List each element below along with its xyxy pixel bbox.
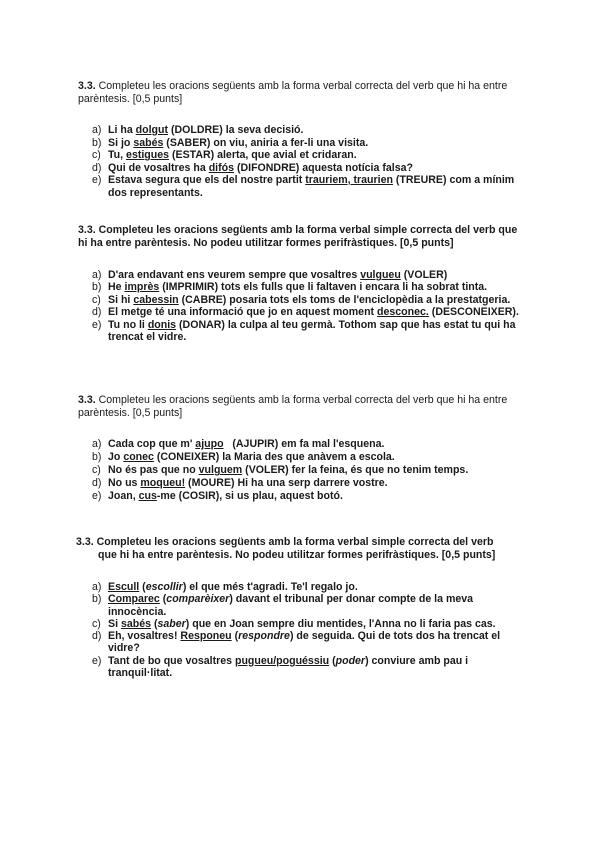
item-text: (DIFONDRE) aquesta notícia falsa? xyxy=(234,161,413,174)
exercise-section-3 xyxy=(78,394,523,503)
list-item xyxy=(90,281,523,293)
item-text: davant el tribunal per donar compte de la meva innocència. xyxy=(108,593,474,618)
exercise-section-2 xyxy=(78,224,523,343)
list-item: c) Si sabés (saber) que en Joan sempre diu mentides, l'Anna no li faria pas cas. xyxy=(92,617,496,630)
instruction-text: Completeu les oracions següents amb la forma verbal simple correcta del verb que hi ha entre parèntesis. No podeu utilitzar formes perifràstiques. [0,5 punts] xyxy=(78,224,518,249)
item-text: El metge té una informació que jo en aquest moment xyxy=(108,306,378,319)
item-text: (VOLER) fer la feina, és que no tenim temps. xyxy=(242,464,469,476)
item-text: (ESTAR) alerta, que avial et cridaran. xyxy=(169,149,357,161)
list-item: e) Tant de bo que vosaltres puguеu/poguéssiu (poder) conviure amb pau i tranquil·litat. xyxy=(92,654,469,680)
item-marker: a) xyxy=(92,269,102,281)
instruction-text: Completeu les oracions següents amb la forma verbal correcta del verb que hi ha entre parèntesis. [0,5 punts] xyxy=(78,80,508,105)
list-item xyxy=(90,269,523,281)
item-text: (IMPRIMIR) tots els fulls que li faltaven i encara li ha sobrat tinta. xyxy=(159,281,488,294)
exercise-number: 3.3. xyxy=(78,394,96,406)
item-text: (DOLDRE) la seva decisió. xyxy=(168,124,304,136)
item-text: (TREURE) com a mínim dos representants. xyxy=(108,174,515,199)
item-text: Si jo xyxy=(108,136,134,149)
list-item xyxy=(90,162,523,175)
answer: Responeu xyxy=(180,630,232,643)
list-item xyxy=(90,464,523,477)
answer: dolgut xyxy=(135,124,169,136)
item-marker: c) xyxy=(92,293,101,306)
item-text: Tant de bo que vosaltres xyxy=(108,654,235,667)
list-item xyxy=(90,438,523,451)
answer: vulgueu xyxy=(360,269,401,281)
verb-infinitive: escollir xyxy=(145,581,183,593)
answer: sabés xyxy=(120,617,151,630)
item-marker: b) xyxy=(92,136,102,149)
exercise-instruction xyxy=(78,394,523,420)
verb-infinitive: respondre xyxy=(238,630,290,643)
answer: imprès xyxy=(124,281,160,294)
list-item xyxy=(90,124,523,137)
exercise-number: 3.3. xyxy=(78,80,96,92)
item-text: Eh, vosaltres! xyxy=(108,630,181,643)
verb-infinitive: comparèixer xyxy=(166,593,230,606)
exercise-number: 3.3. xyxy=(78,224,96,236)
list-item xyxy=(90,451,523,464)
item-marker: a) xyxy=(92,581,102,593)
answer: sabés xyxy=(133,136,164,149)
item-marker: b) xyxy=(92,593,102,606)
item-text: D'ara endavant ens veurem sempre que vosaltres xyxy=(108,269,361,281)
list-item: b) Comparec (comparèixer) davant el tribunal per donar compte de la meva innocència. xyxy=(92,593,474,618)
exercise-list xyxy=(90,269,523,343)
item-text: que en Joan sempre diu mentides, l'Anna no li faria pas cas. xyxy=(189,617,496,630)
exercise-number: 3.3. xyxy=(76,536,94,548)
answer: difós xyxy=(208,161,234,174)
item-text: Estava segura que els del nostre partit xyxy=(108,174,306,186)
item-text: (DESCONEIXER). xyxy=(428,306,519,319)
item-text: Tu no li xyxy=(108,318,148,331)
item-marker: d) xyxy=(92,161,102,174)
item-text: (VOLER) xyxy=(400,269,448,281)
item-text: Cada cop que m' xyxy=(108,438,196,450)
item-marker: b) xyxy=(92,451,102,463)
exercise-section-1 xyxy=(78,80,523,199)
item-marker: d) xyxy=(92,477,102,489)
item-text: No us xyxy=(108,477,141,489)
item-marker: e) xyxy=(92,490,102,502)
answer: trauriem, traurien xyxy=(305,174,393,186)
list-item xyxy=(90,174,523,199)
item-text: (CONEIXER) la Maria des que anàvem a escola. xyxy=(153,451,395,463)
item-text: Tu, xyxy=(108,149,127,161)
exercise-section-4 xyxy=(76,536,521,679)
item-marker: e) xyxy=(92,174,102,186)
item-text: Jo xyxy=(108,451,124,463)
answer: cabessin xyxy=(133,293,179,306)
item-text: (SABER) on viu, aniria a fer-li una visita. xyxy=(163,136,369,149)
item-marker: d) xyxy=(92,306,102,319)
item-marker: c) xyxy=(92,617,101,630)
instruction-text: Completeu les oracions següents amb la forma verbal correcta del verb que hi ha entre parèntesis. [0,5 punts] xyxy=(78,394,508,419)
item-marker: c) xyxy=(92,464,101,476)
item-text: (DONAR) la culpa al teu germà. Tothom sap que has estat tu qui ha trencat el vidre. xyxy=(108,318,516,344)
item-text: Si xyxy=(108,617,121,630)
exercise-list xyxy=(90,581,521,679)
instruction-text: que hi ha entre parèntesis. No podeu utilitzar formes perifràstiques. [0,5 punts] xyxy=(98,549,496,561)
item-text: No és pas que no xyxy=(108,464,199,476)
answer: moqueu! xyxy=(140,477,186,489)
item-text: (AJUPIR) em fa mal l'esquena. xyxy=(223,438,385,450)
item-text: Si hi xyxy=(108,293,134,306)
exercise-instruction xyxy=(78,224,523,250)
list-item xyxy=(90,490,523,503)
item-text: conviure amb pau i tranquil·litat. xyxy=(108,654,469,680)
item-text: Joan, xyxy=(108,490,139,502)
list-item: a) Escull (escollir) el que més t'agradi. Te'l regalo jo. xyxy=(92,581,358,593)
item-marker: a) xyxy=(92,438,102,450)
exercise-list xyxy=(90,438,523,503)
answer: donis xyxy=(147,318,177,331)
answer: puguеu/poguéssiu xyxy=(234,654,330,667)
list-item xyxy=(90,137,523,150)
item-text: (MOURE) Hi ha una serp darrere vostre. xyxy=(185,477,388,489)
answer: cus xyxy=(138,490,157,502)
item-marker: d) xyxy=(92,630,102,643)
answer: Escull xyxy=(108,581,140,593)
instruction-text: Completeu les oracions següents amb la forma verbal simple correcta del verb xyxy=(96,536,494,548)
item-text: (CABRE) posaria tots els toms de l'enciclopèdia a la prestatgeria. xyxy=(178,293,511,306)
list-item xyxy=(90,149,523,162)
item-marker: b) xyxy=(92,281,102,294)
answer: desconec. xyxy=(377,306,429,319)
answer: conec xyxy=(123,451,154,463)
exercise-instruction xyxy=(78,80,523,106)
item-marker: c) xyxy=(92,149,101,161)
item-marker: e) xyxy=(92,654,102,667)
answer: vulguem xyxy=(198,464,243,476)
answer: Comparec xyxy=(108,593,160,606)
item-marker: a) xyxy=(92,124,102,136)
list-item xyxy=(90,306,523,318)
item-text: -me (COSIR), si us plau, aquest botó. xyxy=(156,490,343,502)
list-item xyxy=(90,294,523,306)
exercise-instruction xyxy=(76,536,521,562)
exercise-list xyxy=(90,124,523,199)
item-marker: e) xyxy=(92,318,102,331)
answer: estigues xyxy=(126,149,170,161)
item-text: el que més t'agradi. Te'l regalo jo. xyxy=(186,581,358,593)
verb-infinitive: poder xyxy=(335,654,366,667)
list-item xyxy=(90,319,523,344)
list-item xyxy=(90,477,523,490)
item-text: de seguida. Qui de tots dos ha trencat el vidre? xyxy=(108,630,501,655)
list-item: d) Eh, vosaltres! Responeu (respondre) de seguida. Qui de tots dos ha trencat el vidre? xyxy=(92,630,501,655)
item-text: He xyxy=(108,281,125,294)
verb-infinitive: saber xyxy=(157,617,186,630)
item-text: Li ha xyxy=(108,124,136,136)
item-text: Qui de vosaltres ha xyxy=(108,161,209,174)
answer: ajupo xyxy=(195,438,224,450)
